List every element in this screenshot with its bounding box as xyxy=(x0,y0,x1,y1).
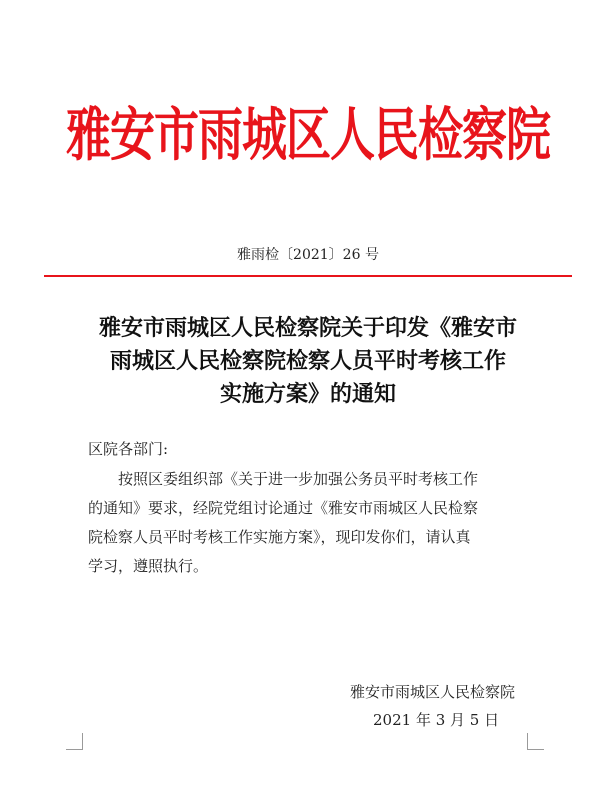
salutation: 区院各部门: xyxy=(88,440,169,458)
signature-date: 2021 年 3 月 5 日 xyxy=(373,711,500,729)
notice-title-line-2: 雨城区人民检察院检察人员平时考核工作 xyxy=(109,348,506,374)
notice-title-line-1: 雅安市雨城区人民检察院关于印发《雅安市 xyxy=(98,315,517,341)
red-divider-line xyxy=(44,275,572,277)
body-line-2: 的通知》要求，经院党组讨论通过《雅安市雨城区人民检察 xyxy=(88,499,479,517)
body-paragraph xyxy=(88,465,548,581)
notice-title xyxy=(60,312,556,411)
body-line-4: 学习，遵照执行。 xyxy=(88,557,209,575)
masthead-title: 雅安市雨城区人民检察院 xyxy=(65,100,550,169)
signature-organization: 雅安市雨城区人民检察院 xyxy=(350,683,516,701)
body-line-3: 院检察人员平时考核工作实施方案》，现印发你们，请认真 xyxy=(88,528,471,546)
crop-mark-bottom-left xyxy=(66,733,83,750)
notice-title-line-3: 实施方案》的通知 xyxy=(219,381,396,407)
document-number: 雅雨检〔2021〕26 号 xyxy=(237,247,379,263)
crop-mark-bottom-right xyxy=(527,733,544,750)
body-line-1: 按照区委组织部《关于进一步加强公务员平时考核工作 xyxy=(118,470,479,488)
